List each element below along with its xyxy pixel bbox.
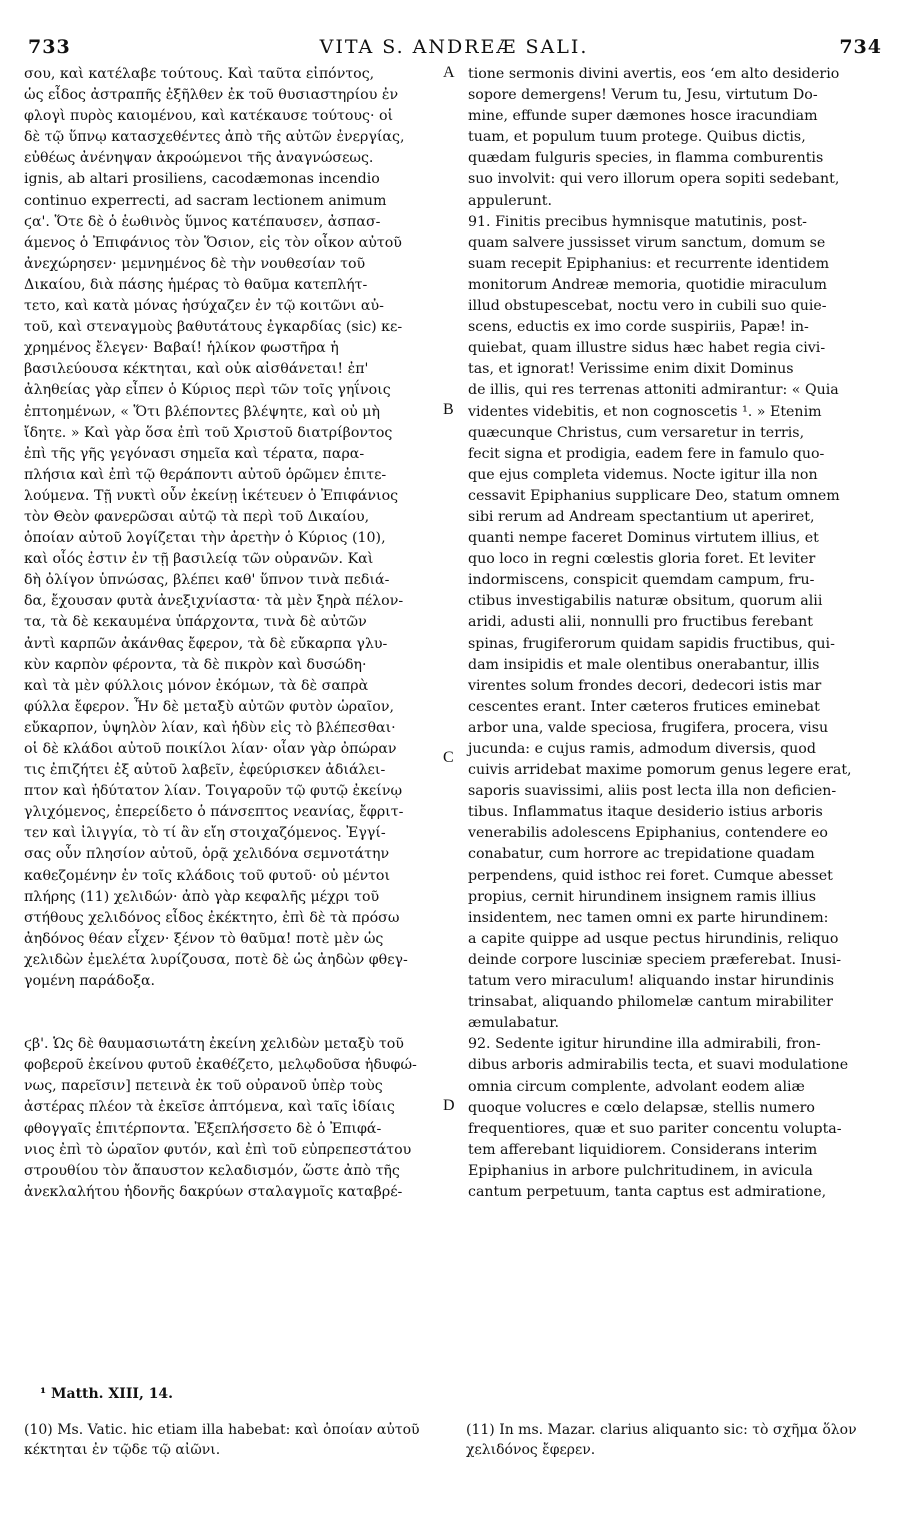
- text-line: λούμενα. Τῇ νυκτὶ οὖν ἐκείνῃ ἱκέτευεν ὁ Ἐπιφάνιος: [24, 487, 399, 504]
- text-line: quanti nempe faceret Dominus virtutem illius, et: [468, 530, 819, 547]
- text-line: 91. Finitis precibus hymnisque matutinis, post-: [468, 213, 807, 230]
- running-title: VITA S. ANDREÆ SALI.: [319, 36, 589, 58]
- text-line: τεν καὶ ἰλιγγία, τὸ τί ἂν εἴη στοιχαζόμενος. Ἐγγί-: [24, 825, 386, 842]
- text-line: γλιχόμενος, ἐπερείδετο ὁ πάνσεπτος νεανίας, ἔφριτ-: [24, 804, 404, 821]
- text-line: monitorum Andreæ memoria, quotidie miraculum: [468, 276, 827, 293]
- latin-paragraph-92: [468, 1034, 882, 1203]
- text-line: cescentes erant. Inter cæteros frutices eminebat: [468, 698, 820, 715]
- text-line: οἱ δὲ κλάδοι αὐτοῦ ποικίλοι λίαν· οἷαν γὰρ ὀπώραν: [24, 741, 397, 757]
- text-line: mine, effunde super dæmones hosce iracundiam: [468, 108, 818, 125]
- text-line: ἀντὶ καρπῶν ἀκάνθας ἔφερον, τὰ δὲ εὔκαρπα γλυ-: [24, 635, 388, 652]
- text-line: χελιδὼν ἐμελέτα λυρίζουσα, ποτὲ δὲ ὡς ἀηδὼν φθεγ-: [24, 951, 408, 968]
- text-line: spinas, frugiferorum quidam sapidis fructibus, qui-: [468, 635, 835, 652]
- text-line: τοῦ, καὶ στεναγμοὺς βαθυτάτους ἐγκαρδίας (sic) κε-: [24, 319, 403, 336]
- text-line: ὡς εἶδος ἀστραπῆς ἐξῆλθεν ἐκ τοῦ θυσιαστηρίου ἐν: [24, 87, 399, 104]
- text-line: aridi, adusti alii, nonnulli pro fructibus ferebant: [468, 614, 813, 631]
- text-line: tatum vero miraculum! aliquando instar hirundinis: [468, 973, 835, 990]
- text-line: νιος ἐπὶ τὸ ὡραῖον φυτόν, καὶ ἐπὶ τοῦ εὐπρεπεστάτου: [24, 1141, 412, 1158]
- text-line: τετο, καὶ κατὰ μόνας ἡσύχαζεν ἐν τῷ κοιτῶνι αὐ-: [24, 298, 384, 315]
- text-line: ctibus investigabilis naturæ obsitum, quorum alii: [468, 593, 823, 610]
- text-line: 92. Sedente igitur hirundine illa admirabili, fron-: [468, 1036, 821, 1053]
- page-number-right: 734: [839, 36, 882, 58]
- text-line: tibus. Inflammatus itaque desiderio istius arboris: [468, 804, 823, 821]
- text-line: ϛα'. Ὅτε δὲ ὁ ἑωθινὸς ὕμνος κατέπαυσεν, ἀσπασ-: [24, 213, 381, 230]
- footnote-11: (11) In ms. Mazar. clarius aliquanto sic: τὸ σχῆμα ὅλον χελιδόνος ἔφερεν.: [466, 1422, 857, 1458]
- text-line: sibi rerum ad Andream spectantium ut aperiret,: [468, 508, 815, 525]
- text-line: ἐπὶ τῆς γῆς γεγόνασι σημεῖα καὶ τέρατα, παρα-: [24, 445, 365, 462]
- text-line: άμενος ὁ Ἐπιφάνιος τὸν Ὅσιον, εἰς τὸν οἶκον αὐτοῦ: [24, 234, 402, 251]
- text-line: fecit signa et prodigia, eadem fere in famulo quo-: [468, 445, 825, 462]
- text-line: tas, et ignorat! Verissime enim dixit Dominus: [468, 361, 794, 378]
- text-line: καθεζομένην ἐν τοῖς κλάδοις τοῦ φυτοῦ· οὐ μέντοι: [24, 867, 391, 884]
- text-line: suam recepit Epiphanius: et recurrente identidem: [468, 255, 830, 272]
- text-line: tuam, et populum tuum protege. Quibus dictis,: [468, 129, 806, 146]
- text-line: sopore demergens! Verum tu, Jesu, virtutum Do-: [468, 87, 818, 104]
- text-line: ἀνεχώρησεν· μεμνημένος δὲ τὴν νουθεσίαν τοῦ: [24, 255, 366, 272]
- text-line: καὶ οἷός ἐστιν ἐν τῇ βασιλείᾳ τῶν οὐρανῶν. Καὶ: [24, 551, 374, 568]
- text-line: τὸν Θεὸν φανερῶσαι αὐτῷ τὰ περὶ τοῦ Δικαίου,: [24, 508, 370, 525]
- text-line: κὺν καρπὸν φέροντα, τὰ δὲ πικρὸν καὶ δυσώδη·: [24, 656, 367, 673]
- text-line: dam insipidis et male olentibus onerabantur, illis: [468, 656, 820, 673]
- text-line: jucunda: e cujus ramis, admodum diversis, quod: [468, 741, 816, 757]
- text-line: πλήρης (11) χελιδών· ἀπὸ γὰρ κεφαλῆς μέχρι τοῦ: [24, 888, 380, 905]
- greek-column: [24, 64, 440, 1203]
- text-line: scens, eductis ex imo corde suspiriis, Papæ! in-: [468, 319, 809, 336]
- text-line: φλογὶ πυρὸς καιομένου, καὶ κατέκαυσε τούτους· οἱ: [24, 108, 394, 125]
- text-line: τις ἐπιζήτει ἐξ αὐτοῦ λαβεῖν, ἐφεύρισκεν ἀδιάλει-: [24, 762, 386, 779]
- text-line: suo involvit: qui vero illorum opera sopiti sedebant,: [468, 171, 840, 188]
- text-line: στρουθίου τὸν ἄπαυστον κελαδισμόν, ὥστε ἀπὸ τῆς: [24, 1162, 400, 1179]
- text-line: quam salvere jussisset virum sanctum, domum se: [468, 234, 826, 251]
- text-line: ἀληθείας γὰρ εἶπεν ὁ Κύριος περὶ τῶν τοῖς γηΐνοις: [24, 382, 391, 399]
- text-line: continuo experrecti, ad sacram lectionem animum: [24, 192, 387, 209]
- text-line: ignis, ab altari prosiliens, cacodæmonas incendio: [24, 171, 380, 188]
- text-line: conabatur, cum horrore ac trepidatione quadam: [468, 846, 815, 863]
- text-line: cessavit Epiphanius supplicare Deo, statum omnem: [468, 487, 840, 504]
- greek-paragraph-92: [24, 1034, 440, 1203]
- text-line: saporis suavissimi, aliis post lecta illa non deficien-: [468, 783, 837, 800]
- greek-paragraph-1: [24, 64, 440, 212]
- column-gap: [24, 992, 440, 1034]
- margin-marker-c: C: [443, 749, 454, 766]
- text-line: dibus arboris admirabilis tecta, et suavi modulatione: [468, 1057, 849, 1074]
- text-line: φοβεροῦ ἐκείνου φυτοῦ ἐκαθέζετο, μελῳδοῦσα ἡδυφώ-: [24, 1057, 417, 1074]
- text-line: venerabilis adolescens Epiphanius, contendere eo: [468, 825, 828, 842]
- text-line: cantum perpetuum, tanta captus est admiratione,: [468, 1183, 827, 1200]
- text-line: quo loco in regni cœlestis gloria foret. Et leviter: [468, 551, 816, 568]
- text-line: σου, καὶ κατέλαβε τούτους. Καὶ ταῦτα εἰπόντος,: [24, 66, 375, 82]
- page-number-left: 733: [28, 36, 71, 58]
- text-line: illud obstupescebat, noctu vero in cubili suo quie-: [468, 298, 827, 315]
- text-line: virentes solum frondes decori, dedecori istis mar: [468, 677, 822, 694]
- text-line: videntes videbitis, et non cognoscetis ¹. » Etenim: [468, 403, 822, 420]
- text-line: εὐθέως ἀνένηψαν ἀκροώμενοι τῆς ἀναγνώσεως.: [24, 150, 374, 167]
- latin-column: [468, 64, 882, 1203]
- text-line: cuivis arridebat maxime pomorum genus legere erat,: [468, 762, 852, 779]
- text-line: δα, ἔχουσαν φυτὰ ἀνεξιχνίαστα· τὰ μὲν ξηρὰ πέλον-: [24, 593, 404, 610]
- margin-marker-b: B: [443, 401, 454, 418]
- text-line: tione sermonis divini avertis, eos ‘em alto desiderio: [468, 66, 840, 82]
- text-line: φθογγαῖς ἐπιτέρποντα. Ἐξεπλήσσετο δὲ ὁ Ἐπιφά-: [24, 1120, 382, 1137]
- text-line: omnia circum complente, advolant eodem aliæ: [468, 1078, 805, 1095]
- text-line: frequentiores, quæ et suo pariter concentu volupta-: [468, 1120, 842, 1137]
- text-line: Δικαίου, διὰ πάσης ἡμέρας τὸ θαῦμα κατεπλήτ-: [24, 276, 368, 293]
- text-line: ἀηδόνος θέαν εἶχεν· ξένον τὸ θαῦμα! ποτὲ μὲν ὡς: [24, 930, 384, 947]
- text-line: quæcunque Christus, cum versaretur in terris,: [468, 424, 805, 441]
- text-line: ἴδητε. » Καὶ γὰρ ὅσα ἐπὶ τοῦ Χριστοῦ διατρίβοντος: [24, 424, 393, 441]
- scripture-reference-footnote: ¹ Matth. XIII, 14.: [40, 1386, 174, 1402]
- text-line: δὲ τῷ ὕπνῳ κατασχεθέντες ἀπὸ τῆς αὐτῶν ἐνεργίας,: [24, 129, 405, 146]
- text-line: φύλλα ἔφερον. Ἦν δὲ μεταξὺ αὐτῶν φυτὸν ὡραῖον,: [24, 698, 394, 715]
- latin-paragraph-91: [468, 212, 882, 1035]
- text-line: insidentem, nec tamen omni ex parte hirundinem:: [468, 909, 829, 926]
- text-line: σας οὖν πλησίον αὐτοῦ, ὁρᾷ χελιδόνα σεμνοτάτην: [24, 846, 390, 863]
- text-line: ἀνεκλαλήτου ἡδονῆς δακρύων σταλαγμοῖς καταβρέ-: [24, 1183, 403, 1200]
- text-line: a capite quippe ad usque pectus hirundinis, reliquo: [468, 930, 839, 947]
- text-line: quædam fulguris species, in flamma comburentis: [468, 150, 824, 167]
- text-line: πτον καὶ ἡδύτατον λίαν. Τοιγαροῦν τῷ φυτῷ ἐκείνῳ: [24, 783, 403, 800]
- text-line: νως, παρεῖσιν] πετεινὰ ἐκ τοῦ οὐρανοῦ ὑπὲρ τοὺς: [24, 1078, 383, 1095]
- text-line: χρημένος ἔλεγεν· Βαβαί! ἡλίκον φωστῆρα ἡ: [24, 340, 339, 357]
- greek-paragraph-91: [24, 212, 440, 992]
- text-line: εὔκαρπον, ὑψηλὸν λίαν, καὶ ἡδὺν εἰς τὸ βλέπεσθαι·: [24, 719, 396, 736]
- text-line: deinde corpore lusciniæ speciem præferebat. Inusi-: [468, 951, 842, 968]
- text-line: arbor una, valde speciosa, frugifera, procera, visu: [468, 719, 829, 736]
- text-line: ἐπτοημένων, « Ὅτι βλέποντες βλέψητε, καὶ οὐ μὴ: [24, 403, 381, 420]
- text-line: ἀστέρας πλέον τὰ ἐκεῖσε ἀπτόμενα, καὶ ταῖς ἰδίαις: [24, 1099, 395, 1116]
- text-line: τα, τὰ δὲ κεκαυμένα ὑπάρχοντα, τινὰ δὲ αὐτῶν: [24, 614, 367, 631]
- text-line: δὴ ὀλίγον ὑπνώσας, βλέπει καθ' ὕπνον τινὰ πεδιά-: [24, 572, 390, 589]
- text-line: æmulabatur.: [468, 1015, 560, 1032]
- text-line: appulerunt.: [468, 192, 552, 209]
- text-line: de illis, qui res terrenas attoniti admirantur: « Quia: [468, 382, 839, 399]
- text-line: trinsabat, aliquando philomelæ cantum mirabiliter: [468, 994, 833, 1011]
- text-line: Epiphanius in arbore pulchritudinem, in avicula: [468, 1162, 813, 1179]
- text-line: ϛβ'. Ὡς δὲ θαυμασιωτάτη ἐκείνη χελιδὼν μεταξὺ τοῦ: [24, 1036, 404, 1053]
- text-line: γομένη παράδοξα.: [24, 973, 156, 990]
- latin-paragraph-1: [468, 64, 882, 212]
- text-line: tem afferebant liquidiorem. Considerans interim: [468, 1141, 818, 1158]
- text-line: quiebat, quam illustre sidus hæc habet regia civi-: [468, 340, 826, 357]
- margin-marker-a: A: [443, 64, 455, 81]
- text-line: indormiscens, conspicit quemdam campum, fru-: [468, 572, 815, 589]
- text-line: πλήσια καὶ ἐπὶ τῷ θεράποντι αὐτοῦ ὁρῶμεν ἐπιτε-: [24, 466, 387, 483]
- text-line: στήθους χελιδόνος εἶδος ἐκέκτητο, ἐπὶ δὲ τὰ πρόσω: [24, 909, 400, 926]
- text-line: ὁποίαν αὐτοῦ λογίζεται τὴν ἀρετὴν ὁ Κύριος (10),: [24, 530, 386, 547]
- text-line: βασιλεύουσα κέκτηται, καὶ οὐκ αἰσθάνεται! ἐπ': [24, 361, 369, 378]
- footnote-10: (10) Ms. Vatic. hic etiam illa habebat: καὶ ὁποίαν αὐτοῦ κέκτηται ἐν τῷδε τῷ αἰῶνι.: [24, 1422, 420, 1458]
- text-line: καὶ τὰ μὲν φύλλοις μόνον ἐκόμων, τὰ δὲ σαπρὰ: [24, 677, 369, 694]
- margin-marker-d: D: [443, 1097, 455, 1114]
- text-line: que ejus completa videmus. Nocte igitur illa non: [468, 466, 818, 483]
- text-line: propius, cernit hirundinem insignem ramis illius: [468, 888, 816, 905]
- text-line: perpendens, quid isthoc rei foret. Cumque abesset: [468, 867, 833, 884]
- text-line: quoque volucres e cœlo delapsæ, stellis numero: [468, 1099, 815, 1116]
